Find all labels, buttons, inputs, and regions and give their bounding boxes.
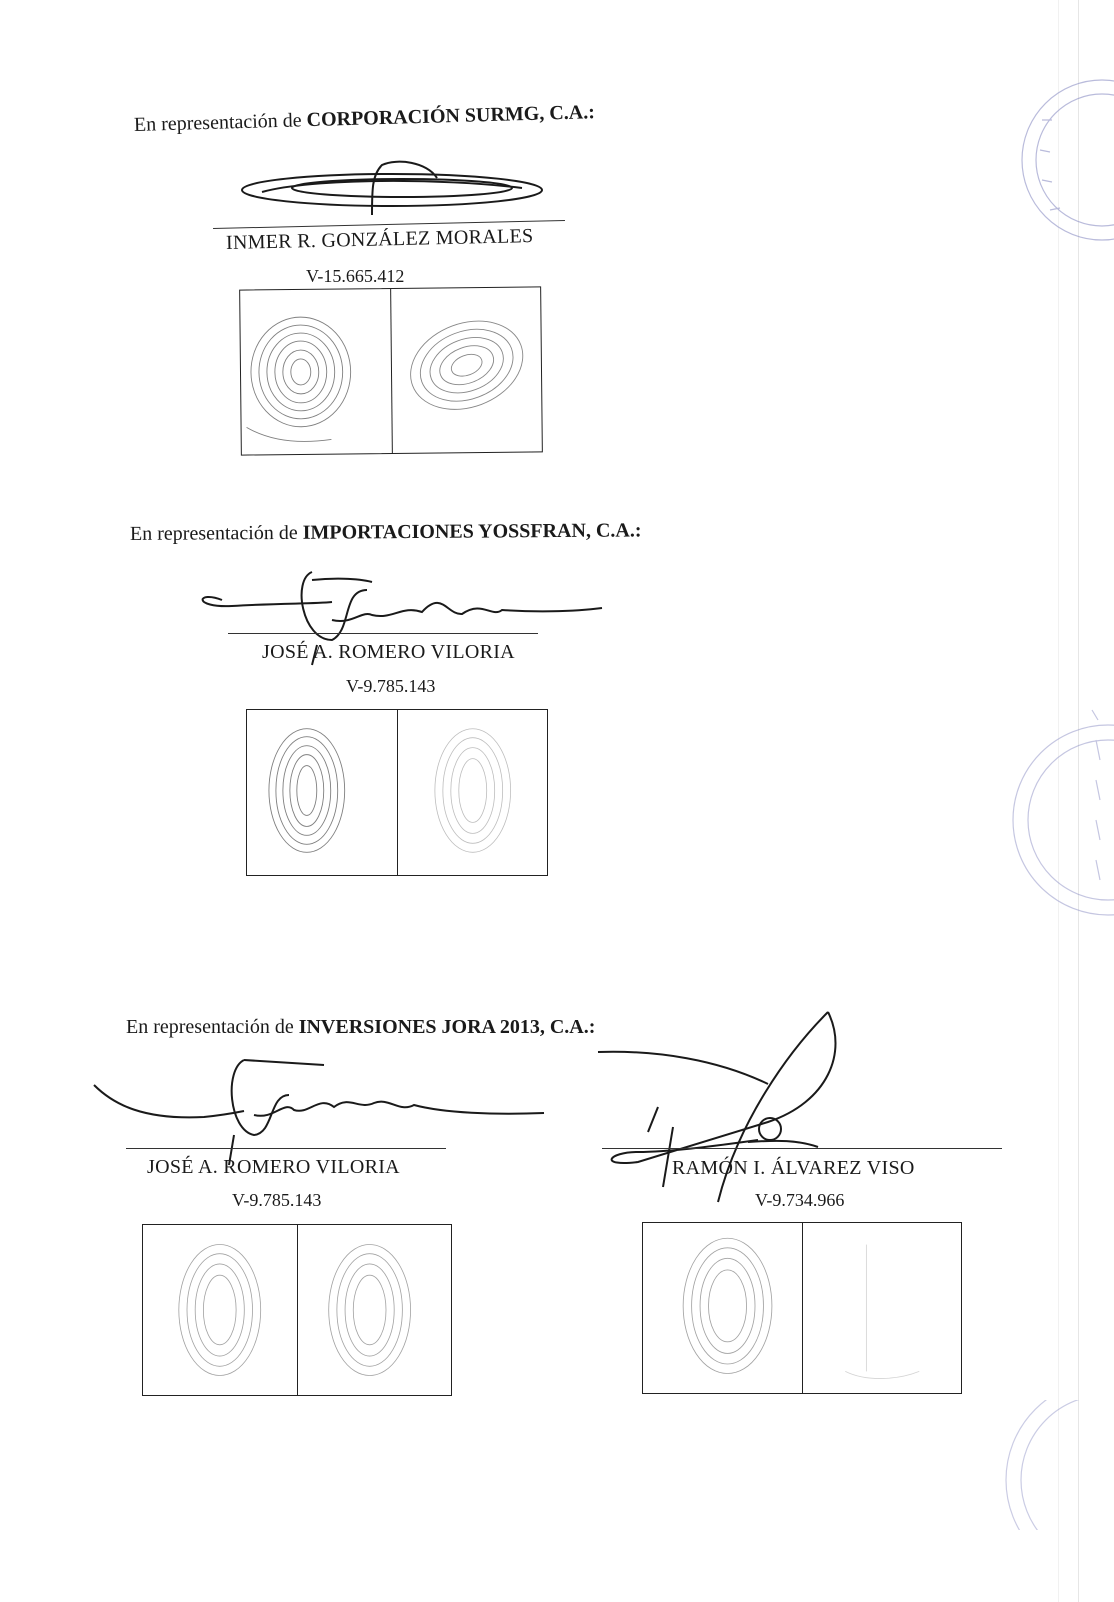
signer-id: V-9.734.966: [755, 1190, 845, 1210]
fingerprint-cell: [397, 710, 548, 875]
fingerprint-cell: [143, 1225, 297, 1395]
signer-name: JOSÉ A. ROMERO VILORIA: [147, 1156, 400, 1178]
fingerprint-cell: [643, 1223, 802, 1393]
fingerprint-cell: [240, 289, 391, 455]
section-heading: [130, 519, 642, 546]
signer-id: V-9.785.143: [232, 1190, 322, 1210]
official-stamp-image: [1012, 60, 1114, 260]
signer-id: V-15.665.412: [306, 266, 405, 286]
fingerprint-image: [643, 1223, 802, 1393]
fingerprint-cell: [247, 710, 397, 875]
fingerprint-image: [298, 1225, 452, 1395]
fingerprint-image: [391, 287, 542, 453]
fingerprint-image: [247, 710, 397, 875]
signer-id: V-9.785.143: [346, 676, 436, 696]
section-heading: [126, 1016, 595, 1039]
company-name: IMPORTACIONES YOSSFRAN, C.A.:: [302, 519, 642, 544]
signer-name: RAMÓN I. ÁLVAREZ VISO: [672, 1157, 915, 1179]
fingerprint-image: [803, 1223, 962, 1393]
fingerprint-cell: [390, 287, 542, 453]
heading-prefix: En representación de: [126, 1016, 294, 1038]
fingerprint-box: [246, 709, 548, 876]
signature-image: [598, 1012, 848, 1212]
signature-image: [94, 1055, 554, 1170]
fingerprint-box: [642, 1222, 962, 1394]
heading-prefix: En representación de: [129, 521, 298, 545]
signer-name: JOSÉ A. ROMERO VILORIA: [262, 641, 515, 663]
fingerprint-image: [240, 289, 391, 455]
section-heading: [134, 101, 595, 137]
fingerprint-image: [398, 710, 548, 875]
signature-line: [602, 1148, 1002, 1149]
fingerprint-cell: [802, 1223, 962, 1393]
fingerprint-box: [239, 286, 543, 455]
signature-line: [126, 1148, 446, 1149]
signature-image: [222, 160, 542, 220]
fingerprint-box: [142, 1224, 452, 1396]
official-stamp-image: [1008, 700, 1114, 930]
fingerprint-image: [143, 1225, 297, 1395]
signature-line: [228, 633, 538, 634]
fingerprint-cell: [297, 1225, 452, 1395]
heading-prefix: En representación de: [133, 109, 302, 136]
company-name: INVERSIONES JORA 2013, C.A.:: [298, 1016, 596, 1038]
official-stamp-image: [996, 1400, 1114, 1530]
signer-name: INMER R. GONZÁLEZ MORALES: [225, 225, 534, 254]
company-name: CORPORACIÓN SURMG, C.A.:: [306, 101, 596, 132]
